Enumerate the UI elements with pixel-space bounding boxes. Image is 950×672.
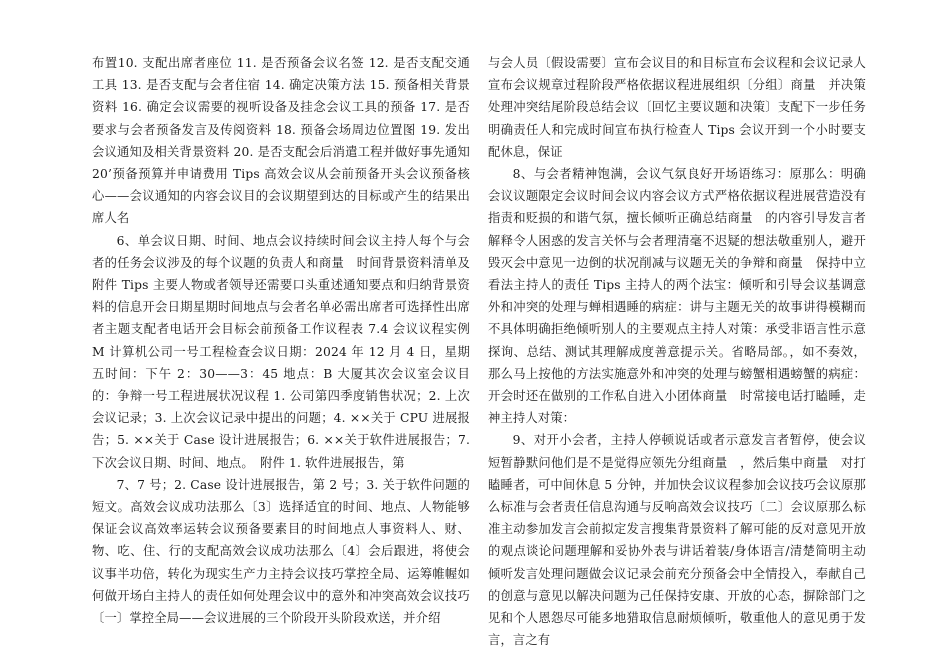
paragraph-left-1: 布置10. 支配出席者座位 11. 是否预备会议名签 12. 是否支配交通工具 13. 是否支配与会者住宿 14. 确定决策方法 15. 预备相关背景资料 16. 确定会议需要的视听设备及挂念会议工具的预备 17. 是否要求与会者预备发言及传阅资料 18. 预备会场周边位置图 19. 发出会议通知及相关背景资料 20. 是否支配会后消遣工程并做好事先通知 20’预备预算并申请费用 Tips 高效会议从会前预备开头会议预备核心——会议通知的内容会议目的会议期望到达的目标或产生的结果出席人名 <box>92 56 470 226</box>
paragraph-left-2: 6、单会议日期、时间、地点会议持续时间会议主持人每个与会者的任务会议涉及的每个议题的负责人和商量 时间背景资料清单及附件 Tips 主要人物或者领导还需要口头重述通知要点和归纳背景资料的信息开会日期星期时间地点与会者名单必需出席者可选择性出席者主题支配者电话开会目标会前预备工作议程表 7.4 会议议程实例 M 计算机公司一号工程检查会议日期：2024 年 12 月 4 日，星期五时间：下午 2：30——3：45 地点：B 大厦其次会议室会议目的：争辩一号工程进展状况议程 1. 公司第四季度销售状况；2. 上次会议记录；3. 上次会议记录中提出的问题；4. ××关于 CPU 进展报告；5. ××关于 Case 设计进展报告；6. ××关于软件进展报告；7. 下次会议日期、时间、地点。 附件 1. 软件进展报告，第 <box>92 233 470 470</box>
paragraph-right-2: 8、与会者精神饱满，会议气氛良好开场语练习：原那么：明确会议议题限定会议时间会议内容会议方式严格依据议程进展营造没有指责和贬损的和谐气氛，擅长倾听正确总结商量 的内容引导发言者解释令人困惑的发言关怀与会者理清毫不迟疑的想法敬重别人，避开毁灭会中意见一边倒的状况削减与议题无关的争辩和商量 保持中立看法主持人的责任 Tips 主持人的两个法宝：倾听和引导会议基调意外和冲突的处理与蝉相遇睡的病症：讲与主题无关的故事讲得模糊而不具体明确拒绝倾听别人的主要观点主持人对策：承受非语言性示意探询、总结、测试其理解成度善意提示关。省略局部。，如不奏效，那么马上按他的方法实施意外和冲突的处理与螃蟹相遇螃蟹的病症：开会时还在做别的工作私自进入小团体商量 时常接电话打瞌睡，走神主持人对策： <box>488 167 866 426</box>
left-column <box>92 52 470 629</box>
paragraph-right-3: 9、对开小会者，主持人停顿说话或者示意发言者暂停，使会议短暂静默问他们是不是觉得应领先分组商量 ，然后集中商量 对打瞌睡者，可中间休息 5 分钟，并加快会议议程参加会议技巧会议原那么标准与会者责任信息沟通与反响高效会议技巧〔二〕会议原那么标准主动参加发言会前拟定发言搜集背景资料了解可能的反对意见开放的观点谈论问题理解和妥协外表与讲话着装/身体语言/清楚简明主动倾听发言处理问题做会议记录会前充分预备会中全情投入，奉献自己的创意与意见以解决问题为己任保持安康、开放的心态，摒除部门之见和个人恩怨尽可能多地猎取信息耐烦倾听，敬重他人的意见勇于发言，言之有 <box>488 433 866 648</box>
paragraph-right-1: 与会人员〔假设需要〕宣布会议目的和目标宣布会议程和会议记录人宣布会议规章过程阶段严格依据议程进展组织〔分组〕商量 并决策处理冲突结尾阶段总结会议〔回忆主要议题和决策〕支配下一步任务明确责任人和完成时间宣布执行检查人 Tips 会议开到一个小时要支配休息，保证 <box>488 56 866 159</box>
paragraph-left-3: 7、7 号；2. Case 设计进展报告，第 2 号；3. 关于软件问题的短文。高效会议成功法那么〔3〕选择适宜的时间、地点、人物能够保证会议高效率运转会议预备要素目的时间地点人事资料人、财、物、吃、住、行的支配高效会议成功法那么〔4〕会后跟进，将使会议事半功倍，转化为现实生产力主持会议技巧掌控全局、运筹帷幄如何做开场白主持人的责任如何处理会议中的意外和冲突高效会议技巧〔一〕掌控全局——会议进展的三个阶段开头阶段欢送，并介绍 <box>92 477 470 626</box>
right-column <box>488 52 866 651</box>
